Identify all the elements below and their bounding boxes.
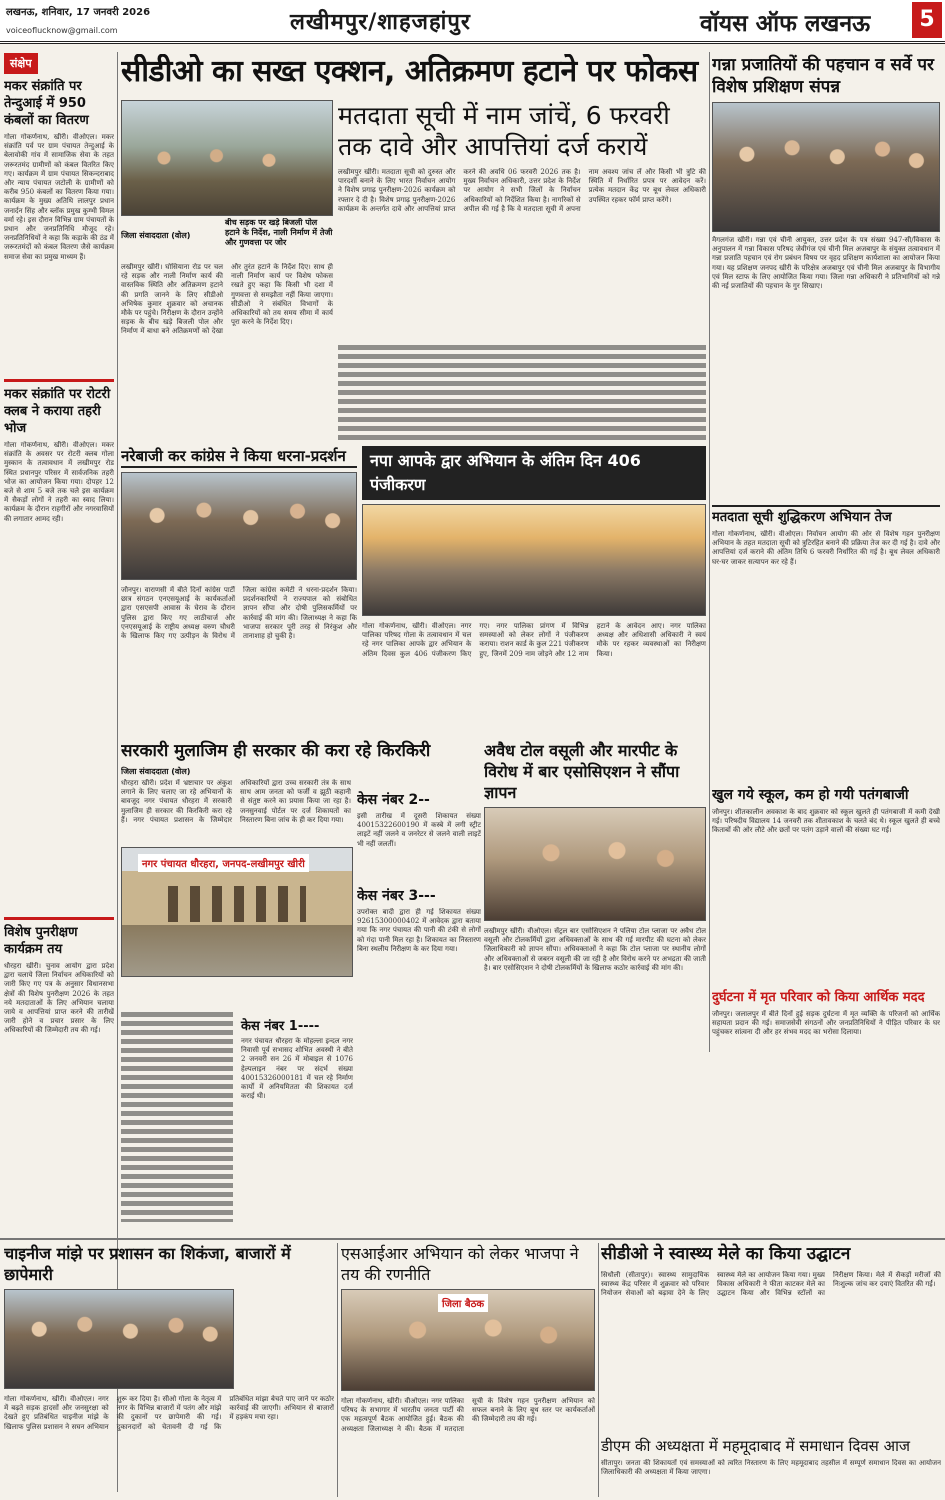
sir-headline[interactable]: एसआईआर अभियान को लेकर भाजपा ने तय की रणनीति (341, 1244, 579, 1284)
napa-story (362, 446, 706, 736)
main-story (121, 54, 705, 100)
story-body: गोला गोकर्णनाथ, खीरी। वीओएल। मकर संक्रांति पर्व पर ग्राम पंचायत तेन्दुआई के बेलावोकी गांव में सामाजिक सेवा के तहत जरूरतमंद ग्रामीणों को कंबल वितरित किए गए। कार्यक्रम में ग्राम पंचायत सिकन्दराबाद और न्याय पंचायत जटोली के ग्रामीणों को करीब 950 कंबलों का वितरण किया गया। कार्यक्रम के मुख्य अतिथि लालपुर प्रधान जनार्दन सिंह और ब्लॉक प्रमुख कुम्भी विमल वर्मा रहे। इस दौरान विभिन्न ग्राम पंचायतों के प्रधान और जनप्रतिनिधि मौजूद रहे। जनप्रतिनिधियों ने कहा कि कड़ाके की ठंड में जरूरतमंदों को कंबल वितरण जैसे कार्यक्रम समाज सेवा का प्रमुख माध्यम हैं। (4, 133, 114, 261)
edition-date: लखनऊ, शनिवार, 17 जनवरी 2026 (6, 7, 151, 18)
office-sign: नगर पंचायत धौरहरा, जनपद-लखीमपुर खीरी (138, 854, 309, 872)
samadhan-story (601, 1436, 941, 1496)
meeting-photo (341, 1289, 595, 1391)
column-divider (709, 52, 710, 1052)
employee-body: धौरहरा खीरी। प्रदेश में भ्रष्टाचार पर अंकुश लगाने के लिए चलाए जा रहे अभियानों के बावजूद नगर पंचायत धौरहरा में सरकारी मुलाजिम ही सरकार की किरकिरी करा रहे हैं। नगर पंचायत प्रशासन के जिम्मेदार अधिकारियों द्वारा उच्च सरकारी तंत्र के साथ साथ आम जनता को फर्जी व झूठी कहानी से संतुष्ट करने का प्रयास किया जा रहा है। जनसुनवाई पोर्टल पर दर्ज शिकायतों का निस्तारण बिना जांच के ही कर दिया गया। (121, 779, 351, 824)
cdo-body-continued (338, 345, 706, 443)
voter-body: लखीमपुर खीरी। मतदाता सूची को दुरुस्त और पारदर्शी बनाने के लिए भारत निर्वाचन आयोग ने विशेष प्रगाढ़ पुनरीक्षण-2026 कार्यक्रम को रफ्तार दे दी है। विशेष प्रगाढ़ पुनरीक्षण-2026 कार्यक्रम के अन्तर्गत दावे और आपत्तियां प्राप्त करने की अवधि 06 फरवरी 2026 तक है। मुख्य निर्वाचन अधिकारी, उत्तर प्रदेश के निर्देश पर आयोग ने सभी जिलों के निर्वाचन अधिकारियों को निर्देशित किया है। नागरिकों से अपील की गई है कि वे मतदाता सूची में अपना नाम अवश्य जांच लें और किसी भी त्रुटि की स्थिति में निर्धारित प्रपत्र पर आवेदन करें। प्रत्येक मतदान केंद्र पर बूथ लेवल अधिकारी उपस्थित रहकर फॉर्म प्राप्त करेंगे। (338, 168, 706, 213)
case-one (121, 1012, 353, 1232)
camp-photo (362, 504, 706, 616)
right-lower-column (712, 505, 940, 1235)
congress-body: जौनपुर। वाराणसी में बीते दिनों कांग्रेस पार्टी छात्र संगठन एनएसयूआई के कार्यकर्ताओं द्वारा एसएसपी आवास के घेराव के दौरान पुलिस द्वारा किए गए लाठीचार्ज और एनएसयूआई के राष्ट्रीय अध्यक्ष वरुण चौधरी के खिलाफ किए गए उत्पीड़न के विरोध में जिला कांग्रेस कमेटी ने धरना-प्रदर्शन किया। प्रदर्शनकारियों ने राज्यपाल को संबोधित ज्ञापन सौंपा और दोषी पुलिसकर्मियों पर कार्रवाई की मांग की। जिलाध्यक्ष ने कहा कि भाजपा सरकार पूरी तरह से निरंकुश और तानाशाह हो चुकी है। (121, 586, 357, 641)
story-body: गोला गोकर्णनाथ, खीरी। वीओएल। मकर संक्रांति के अवसर पर रोटरी क्लब गोला मुस्कान के तत्वावधान में लखीमपुर रोड स्थित प्रधानपुर परिसर में सार्वजनिक तहरी भोज का आयोजन किया गया। दोपहर 12 बजे से शाम 5 बजे तक चले इस कार्यक्रम में सैकड़ों लोगों ने तहरी का स्वाद लिया। कार्यक्रम के दौरान राहगीरों और नगरवासियों की लगातार आमद रही। (4, 441, 114, 523)
napa-headline[interactable]: नपा आपके द्वार अभियान के अंतिम दिन 406 पंजीकरण (362, 446, 706, 500)
contact-email[interactable]: voiceoflucknow@gmail.com (6, 26, 118, 35)
training-photo (712, 102, 940, 232)
health-headline[interactable]: सीडीओ ने स्वास्थ्य मेले का किया उद्घाटन (601, 1244, 851, 1264)
nagar-panchayat-photo (121, 847, 353, 977)
sir-body: गोला गोकर्णनाथ, खीरी। वीओएल। नगर पालिका परिषद के सभागार में भारतीय जनता पार्टी की एक महत्वपूर्ण बैठक आयोजित हुई। बैठक की अध्यक्षता जिलाध्यक्ष ने की। बैठक में मतदाता सूची के विशेष गहन पुनरीक्षण अभियान को सफल बनाने के लिए बूथ स्तर पर कार्यकर्ताओं की जिम्मेदारी तय की गई। (341, 1397, 595, 1433)
napa-body: गोला गोकर्णनाथ, खीरी। वीओएल। नगर पालिका परिषद गोला के तत्वावधान में चल रहे नगर पालिका आपके द्वार अभियान के अंतिम दिवस कुल 406 पंजीकरण किए गए। नगर पालिका प्रांगण में विभिन्न समस्याओं को लेकर लोगों ने पंजीकरण कराया। राशन कार्ड के कुल 221 पंजीकरण हुए, जिनमें 209 नाम जोड़ने और 12 नाम हटाने के आवेदन आए। नगर पालिका अध्यक्ष और अधिशासी अधिकारी ने स्वयं मौके पर रहकर व्यवस्थाओं का निरीक्षण किया। (362, 622, 706, 658)
accident-body: जौनपुर। जलालपुर में बीते दिनों हुई सड़क दुर्घटना में मृत व्यक्ति के परिजनों को आर्थिक सहायता प्रदान की गई। समाजसेवी संगठनों और जनप्रतिनिधियों ने पीड़ित परिवार के घर पहुंचकर सांत्वना दी और हर संभव मदद का भरोसा दिलाया। (712, 1010, 940, 1037)
health-body: सिधौली (सीतापुर)। स्वास्थ्य सामुदायिक स्वास्थ्य केंद्र परिसर में शुक्रवार को परिवार नियोजन सेवाओं को बढ़ावा देने के लिए स्वास्थ्य मेले का आयोजन किया गया। मुख्य विकास अधिकारी ने फीता काटकर मेले का उद्घाटन किया और विभिन्न स्टॉलों का निरीक्षण किया। मेले में सैकड़ों मरीजों की निःशुल्क जांच कर दवाएं वितरित की गईं। (601, 1271, 941, 1298)
case-body: इसी तारीख में दूसरी शिकायत संख्या 40015322600190 में कस्बे में लगी स्ट्रीट लाइटें नहीं जलने व जनरेटर से जलने वाली लाइटें भी नहीं जलतीं। (357, 812, 481, 848)
school-body: जौनपुर। शीतकालीन अवकाश के बाद शुक्रवार को स्कूल खुलते ही पतंगबाजी में कमी देखी गई। परिषदीय विद्यालय 14 जनवरी तक शीतावकाश के चलते बंद थे। स्कूल खुलते ही बच्चे किताबों की ओर लौटे और छतों पर पतंग उड़ाने वालों की संख्या घट गई। (712, 808, 940, 835)
employee-headline[interactable]: सरकारी मुलाजिम ही सरकार की करा रहे किरकिरी (121, 741, 431, 761)
text-lines (121, 1012, 233, 1222)
manjha-headline[interactable]: चाइनीज मांझे पर प्रशासन का शिकंजा, बाजारों में छापेमारी (4, 1244, 291, 1284)
newspaper-brand: वॉयस ऑफ लखनऊ (700, 11, 871, 37)
health-story (601, 1243, 941, 1433)
column-divider (337, 1243, 338, 1497)
toll-headline[interactable]: अवैध टोल वसूली और मारपीट के विरोध में बार एसोसिएशन ने सौंपा ज्ञापन (484, 741, 680, 802)
case-one-box (241, 1012, 353, 1217)
samadhan-body: सीतापुर। जनता की शिकायतों एवं समस्याओं को त्वरित निस्तारण के लिए महमूदाबाद तहसील में सम्पूर्ण समाधान दिवस का आयोजन जिलाधिकारी की अध्यक्षता में किया जाएगा। (601, 1459, 941, 1477)
main-headline[interactable]: सीडीओ का सख्त एक्शन, अतिक्रमण हटाने पर फोकस (121, 54, 698, 89)
masthead (0, 0, 945, 44)
byline: जिला संवाददाता (वोल) (121, 767, 191, 776)
shuddhikaran-headline[interactable]: मतदाता सूची शुद्धिकरण अभियान तेज (712, 505, 940, 526)
edition-title: लखीमपुर/शाहजहांपुर (290, 10, 471, 35)
sir-story (341, 1243, 595, 1497)
toll-body: लखीमपुर खीरी। वीओएल। सेंट्रल बार एसोसिएशन ने पलिया टोल प्लाजा पर अवैध टोल वसूली और टोलकर्मियों द्वारा अधिवक्ताओं के साथ की गई मारपीट की घटना को लेकर जिलाधिकारी को ज्ञापन सौंपा। अधिवक्ताओं ने कहा कि टोल प्लाजा पर स्थानीय लोगों और अधिवक्ताओं से जबरन वसूली की जा रही है और विरोध करने पर अभद्रता की जाती है। बार एसोसिएशन ने दोषी टोलकर्मियों के खिलाफ कठोर कार्रवाई की मांग की। (484, 927, 706, 972)
continued-text (338, 345, 706, 441)
accident-headline[interactable]: दुर्घटना में मृत परिवार को किया आर्थिक मदद (712, 990, 925, 1005)
horizontal-divider (0, 1238, 945, 1240)
manjha-body: गोला गोकर्णनाथ, खीरी। वीओएल। नगर में बढ़ते सड़क हादसों और जनसुरक्षा को देखते हुए प्रतिबंधित चाइनीज मांझे के खिलाफ पुलिस प्रशासन ने सघन अभियान शुरू कर दिया है। सीओ गोला के नेतृत्व में नगर के विभिन्न बाजारों में पतंग और मांझे की दुकानों पर छापेमारी की गई। दुकानदारों को चेतावनी दी गई कि प्रतिबंधित मांझा बेचते पाए जाने पर कठोर कार्रवाई की जाएगी। अभियान से बाजारों में हड़कंप मचा रहा। (4, 1395, 334, 1431)
page-number: 5 (912, 2, 942, 38)
raid-photo (4, 1289, 234, 1389)
shuddhikaran-body: गोला गोकर्णनाथ, खीरी। वीओएल। निर्वाचन आयोग की ओर से विशेष गहन पुनरीक्षण अभियान के तहत मतदाता सूची को त्रुटिरहित बनाने की प्रक्रिया तेज कर दी गई है। दावे और आपत्तियां दर्ज कराने की अंतिम तिथि 6 फरवरी निर्धारित की गई है। बूथ लेवल अधिकारी घर-घर जाकर सत्यापन कर रहे हैं। (712, 530, 940, 566)
voter-headline[interactable]: मतदाता सूची में नाम जांचें, 6 फरवरी तक दावे और आपत्तियां दर्ज करायें (338, 101, 670, 161)
toll-story (484, 740, 706, 1235)
case-column (357, 786, 481, 1236)
congress-story (121, 446, 357, 736)
cdo-inspection-photo (121, 100, 333, 216)
ganna-body: मैगलगंज खीरी। गन्ना एवं चीनी आयुक्त, उत्तर प्रदेश के पत्र संख्या 947-सी/विकास के अनुपालन में गन्ना विकास परिषद जेवीगंज एवं चीनी मिल अजबापुर के संयुक्त तत्वावधान में गन्ना प्रजाति पहचान एवं रोग प्रबंधन विषय पर वृहद प्रशिक्षण कार्यशाला का आयोजन किया गया। यह प्रशिक्षण जनपद खीरी के परिक्षेत्र अजबापुर एवं चीनी मिल अजबापुर के विभागीय एवं मिल स्टाफ के लिए आयोजित किया गया। जिला गन्ना अधिकारी ने प्रतिभागियों को गन्ने की नई प्रजातियों की पहचान के गुर सिखाए। (712, 236, 940, 291)
case-heading: केस नंबर 1---- (241, 1019, 320, 1034)
memorandum-photo (484, 807, 706, 921)
story-headline[interactable]: मकर संक्रांति पर रोटरी क्लब ने कराया तहरी भोज (4, 379, 114, 437)
ganna-story (712, 54, 940, 504)
manjha-story (4, 1243, 334, 1497)
case-body: उपरोक्त बादी द्वारा ही गई शिकायत संख्या 92615300000402 में आवेदक द्वारा बताया गया कि नगर पंचायत की पानी की टंकी से लोगों को गंदा पानी मिल रहा है। शिकायत का निस्तारण बिना स्थलीय निरीक्षण के कर दिया गया। (357, 908, 481, 953)
case-body: नगर पंचायत धौरहरा के मोहल्ला इन्दल नगर निवासी पूर्व सभासद शोभित अवस्थी ने बीते 2 जनवरी सन 26 में मोबाइल से 1076 हेल्पलाइन नंबर पर संदर्भ संख्या 40015326000181 में चल रहे निर्माण कार्यों में अनियमितता की शिकायत दर्ज कराई थी। (241, 1037, 353, 1101)
story-headline[interactable]: विशेष पुनरीक्षण कार्यक्रम तय (4, 917, 114, 958)
meeting-banner: जिला बैठक (438, 1294, 488, 1312)
column-divider (598, 1243, 599, 1497)
voter-story (338, 100, 706, 300)
case-heading: केस नंबर 3--- (357, 888, 436, 904)
employee-body-cont (121, 1012, 233, 1222)
case-heading: केस नंबर 2-- (357, 792, 430, 808)
congress-headline[interactable]: नरेबाजी कर कांग्रेस ने किया धरना-प्रदर्शन (121, 446, 357, 468)
ganna-headline[interactable]: गन्ना प्रजातियों की पहचान व सर्वे पर विशेष प्रशिक्षण संपन्न (712, 55, 935, 97)
story-headline[interactable]: मकर संक्रांति पर तेन्दुआई में 950 कंबलों का वितरण (4, 79, 89, 128)
section-tag: संक्षेप (4, 53, 38, 74)
school-headline[interactable]: खुल गये स्कूल, कम हो गयी पतंगबाजी (712, 787, 909, 803)
cdo-story-body (121, 218, 333, 443)
byline: जिला संवाददाता (वोल) (121, 231, 191, 240)
story-body: धौरहरा खीरी। चुनाव आयोग द्वारा प्रदेश द्वारा चलाये जिला निर्वाचन अधिकारियों को जारी किए गए पत्र के अनुसार विधानसभा क्षेत्रों की विशेष पुनरीक्षण 2026 के तहत नये मतदाताओं के लिए अभियान चलाया जाये व आपत्तियां प्राप्त करने की तारीखें जारी होने व प्रचार प्रसार के लिए अधिकारियों की जिम्मेदारी तय की गई। (4, 962, 114, 1035)
cdo-body: लखीमपुर खीरी। घोसियाना रोड पर चल रहे सड़क और नाली निर्माण कार्य की वास्तविक स्थिति और अतिक्रमण हटाने की प्रगति जानने के लिए सीडीओ अभिषेक कुमार शुक्रवार को अचानक मौके पर पहुंचे। निरीक्षण के दौरान उन्होंने सड़क के बीच खड़े बिजली पोल और निर्माण में बाधा बने अतिक्रमणों को देखा और तुरंत हटाने के निर्देश दिए। साथ ही नाली निर्माण कार्य पर विशेष फोकस रखते हुए कहा कि किसी भी दशा में गुणवत्ता से समझौता नहीं किया जाएगा। सीडीओ ने संबंधित विभागों के अधिकारियों को तय समय सीमा में कार्य पूरा करने के निर्देश दिए। (121, 263, 333, 336)
photo-caption: बीच सड़क पर खड़े बिजली पोल हटाने के निर्देश, नाली निर्माण में तेजी और गुणवत्ता पर जोर (225, 218, 333, 247)
samadhan-headline[interactable]: डीएम की अध्यक्षता में महमूदाबाद में समाधान दिवस आज (601, 1437, 911, 1455)
protest-photo (121, 472, 357, 580)
